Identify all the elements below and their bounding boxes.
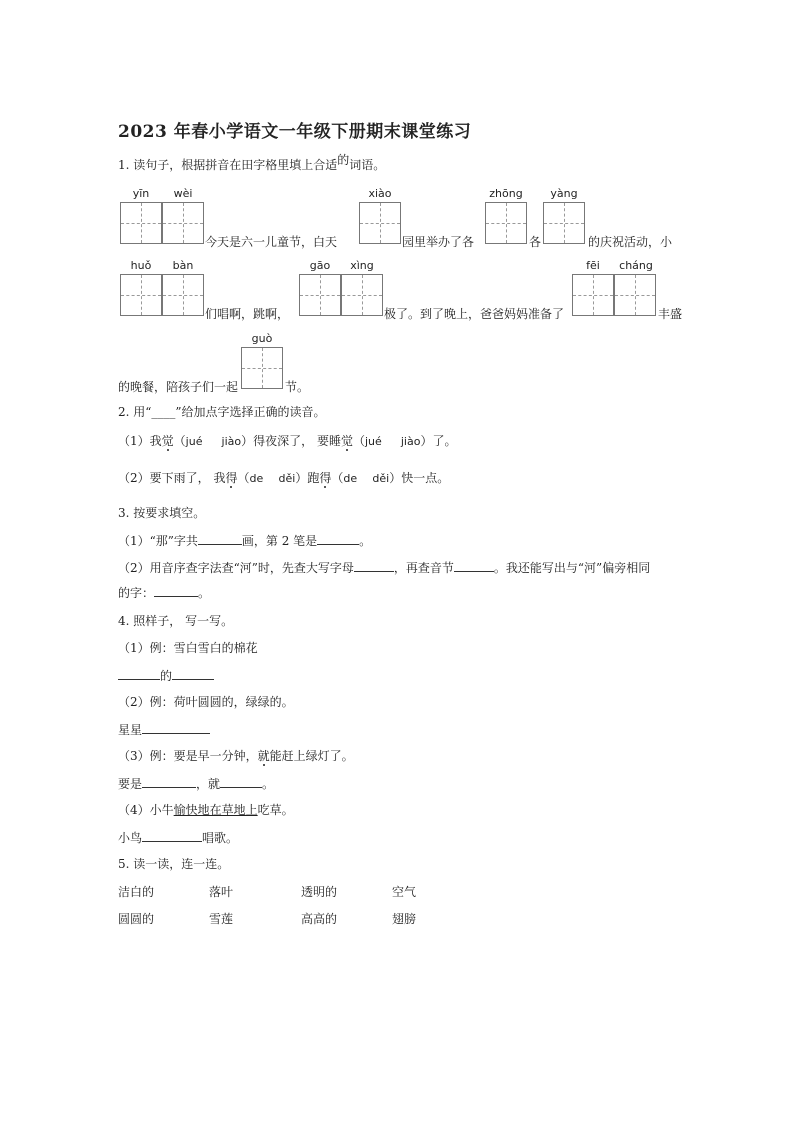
q1-text-2: 园里举办了各 [402, 235, 475, 249]
q1-text-4: 的庆祝活动，小 [588, 235, 673, 249]
q4-e3-text: （3）例：要是早一分钟， [118, 749, 258, 763]
pinyin-chang: cháng [619, 259, 653, 272]
q1-text-7: 丰盛 [658, 307, 683, 321]
reading-option[interactable]: jiào [221, 435, 242, 448]
tianzige-box[interactable] [485, 202, 527, 244]
page-title: 2023 年春小学语文一年级下册期末课堂练习 [118, 122, 472, 142]
q3-l3-text: 。 [198, 586, 211, 600]
pinyin-zhong: zhōng [489, 187, 523, 200]
q3-l2-text: （2）用音序查字法查“河”时，先查大写字母 [118, 561, 354, 575]
q4-a3-text: 。 [262, 777, 275, 791]
q4-prompt: 4. 照样子， 写一写。 [118, 614, 234, 628]
q4-a3-text: ，就 [196, 777, 221, 791]
q2-line-1 [118, 433, 456, 450]
q4-a2-text: 星星 [118, 723, 143, 737]
pinyin-yang: yàng [550, 187, 578, 200]
answer-blank[interactable] [154, 584, 198, 597]
q1-text-1: 今天是六一儿童节，白天 [205, 235, 338, 249]
pinyin-wei: wèi [173, 187, 193, 200]
reading-option[interactable]: děi [372, 472, 390, 485]
reading-option[interactable]: de [249, 472, 264, 485]
reading-option[interactable]: jué [185, 435, 203, 448]
q4-a4-text: 小鸟 [118, 831, 143, 845]
q4-answer-1 [118, 667, 214, 684]
pinyin-huo: huǒ [130, 259, 152, 272]
q4-answer-2 [118, 721, 210, 738]
q1-prompt-text: 1. 读句子，根据拼音在田字格里填上合适 [118, 158, 338, 172]
q1-prompt-end: 词语。 [349, 158, 386, 172]
reading-option[interactable]: děi [278, 472, 296, 485]
answer-blank[interactable] [118, 667, 160, 680]
answer-blank[interactable] [142, 721, 210, 734]
dotted-char: 觉 [161, 434, 174, 448]
q4-example-3 [118, 748, 354, 764]
q3-l1-text: 画，第 2 笔是 [241, 534, 318, 548]
pinyin-ban: bàn [172, 259, 194, 272]
q2-l1-text: ）得夜深了， 要睡 [241, 434, 341, 448]
paren-open: （ [331, 471, 344, 485]
tianzige-box[interactable] [120, 202, 162, 244]
match-word[interactable]: 洁白的 [118, 885, 155, 899]
answer-blank[interactable] [317, 532, 359, 545]
q5-prompt: 5. 读一读，连一连。 [118, 857, 230, 871]
tianzige-box[interactable] [120, 274, 162, 316]
q4-a4-text: 唱歌。 [202, 831, 239, 845]
q2-prompt: 2. 用“____”给加点字选择正确的读音。 [118, 405, 326, 419]
q4-e4-text: 吃草。 [257, 803, 294, 817]
match-word[interactable]: 圆圆的 [118, 912, 155, 926]
pinyin-gao: gāo [309, 259, 331, 272]
pinyin-guo: guò [251, 332, 273, 345]
q4-e3-text: 能赶上绿灯了。 [269, 749, 354, 763]
pinyin-fei: fēi [586, 259, 600, 272]
match-word[interactable]: 高高的 [301, 912, 338, 926]
tianzige-box[interactable] [359, 202, 401, 244]
paren-open: （ [237, 471, 250, 485]
tianzige-box[interactable] [241, 347, 283, 389]
q3-l1-text: （1）“那”字共 [118, 534, 198, 548]
q3-l2-text: 。我还能写出与“河”偏旁相同 [493, 561, 651, 575]
tianzige-box[interactable] [299, 274, 341, 316]
reading-option[interactable]: jué [365, 435, 382, 448]
answer-blank[interactable] [220, 775, 262, 788]
q3-line-3 [118, 584, 210, 601]
q3-l1-text: 。 [359, 534, 372, 548]
q2-l2-text: ）快一点。 [389, 471, 450, 485]
q1-text-6: 极了。到了晚上，爸爸妈妈准备了 [384, 307, 565, 321]
q3-l2-text: ，再查音节 [393, 561, 454, 575]
match-word[interactable]: 落叶 [209, 885, 234, 899]
underlined-phrase: 愉快地在草地上 [173, 803, 258, 817]
q1-text-5: 们唱啊，跳啊， [205, 307, 290, 321]
q4-example-2: （2）例：荷叶圆圆的，绿绿的。 [118, 695, 294, 709]
q4-example-4 [118, 802, 294, 818]
q4-answer-3 [118, 775, 274, 792]
q2-l1-text: ）了。 [420, 434, 457, 448]
q3-l3-text: 的字： [118, 586, 155, 600]
q3-prompt: 3. 按要求填空。 [118, 506, 206, 520]
reading-option[interactable]: jiào [400, 435, 421, 448]
tianzige-box[interactable] [341, 274, 383, 316]
answer-blank[interactable] [454, 559, 494, 572]
q1-prompt-small: 的 [337, 153, 350, 167]
paren-open: （ [173, 434, 186, 448]
tianzige-box[interactable] [543, 202, 585, 244]
dotted-char: 得 [225, 471, 238, 485]
q4-answer-4 [118, 829, 238, 846]
paren-open: （ [352, 434, 365, 448]
tianzige-box[interactable] [162, 274, 204, 316]
match-word[interactable]: 雪莲 [209, 912, 234, 926]
tianzige-box[interactable] [572, 274, 614, 316]
q2-line-2 [118, 470, 449, 487]
tianzige-box[interactable] [614, 274, 656, 316]
q2-l2-text: ）跑 [295, 471, 320, 485]
q4-e4-text: （4）小牛 [118, 803, 174, 817]
q4-example-1: （1）例：雪白雪白的棉花 [118, 641, 258, 655]
pinyin-xing: xìng [350, 259, 374, 272]
pinyin-yin: yīn [132, 187, 150, 200]
tianzige-box[interactable] [162, 202, 204, 244]
match-word[interactable]: 翅膀 [392, 912, 417, 926]
pinyin-xiao: xiào [368, 187, 392, 200]
q4-a3-text: 要是 [118, 777, 143, 791]
q1-text-8: 的晚餐，陪孩子们一起 [118, 380, 239, 394]
q1-text-3: 各 [529, 235, 542, 249]
answer-blank[interactable] [142, 775, 196, 788]
q2-l1-text: （1）我 [118, 434, 162, 448]
reading-option[interactable]: de [343, 472, 358, 485]
answer-blank[interactable] [354, 559, 394, 572]
answer-blank[interactable] [198, 532, 242, 545]
match-word[interactable]: 透明的 [301, 885, 338, 899]
q3-line-2 [118, 559, 650, 576]
q1-prompt [118, 153, 386, 173]
answer-blank[interactable] [142, 829, 202, 842]
dotted-char: 得 [319, 471, 332, 485]
q3-line-1 [118, 532, 371, 549]
q1-text-9: 节。 [285, 380, 310, 394]
dotted-char: 觉 [340, 434, 353, 448]
dotted-char: 就 [257, 749, 270, 763]
q2-l2-text: （2）要下雨了， 我 [118, 471, 226, 485]
answer-blank[interactable] [172, 667, 214, 680]
q4-a1-text: 的 [160, 669, 173, 683]
match-word[interactable]: 空气 [392, 885, 417, 899]
